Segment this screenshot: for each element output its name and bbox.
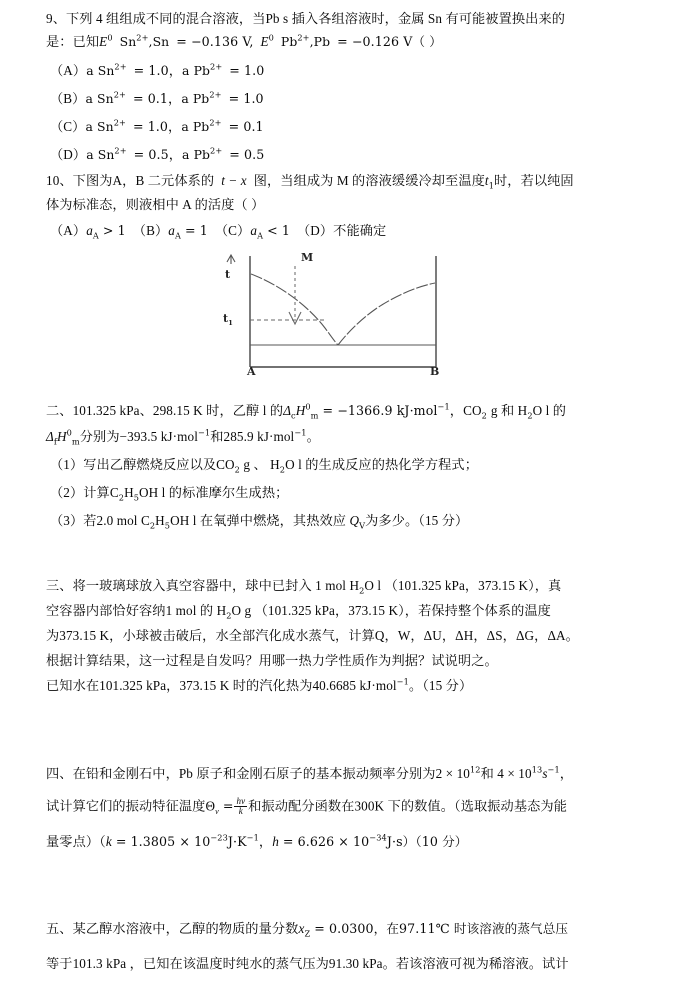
s4-boltzmann-unit-exp: −1 bbox=[246, 832, 259, 843]
s2-line-2 bbox=[0, 428, 680, 445]
q10-line-2 bbox=[0, 196, 680, 213]
s2-item-1 bbox=[0, 456, 680, 473]
s2-combustion-value: = −1366.9 kJ·mol bbox=[322, 403, 438, 418]
activity-symbol-c: a bbox=[250, 223, 258, 238]
option-species-2: a Pb bbox=[181, 91, 210, 106]
s4-exp-3: −1 bbox=[547, 764, 560, 775]
s2-unit-sup: −1 bbox=[437, 401, 450, 412]
activity-symbol-a: a bbox=[86, 223, 93, 238]
s2-item-3-pre: （3）若2.0 mol C bbox=[50, 513, 150, 528]
s2-line-1 bbox=[0, 402, 680, 419]
s2-item-3 bbox=[0, 512, 680, 529]
option-charge-2: 2+ bbox=[210, 145, 223, 156]
s5-mole-fraction-symbol: x bbox=[298, 921, 305, 936]
q10-tx-axis: t − x bbox=[221, 173, 247, 188]
phase-diagram-figure bbox=[205, 250, 455, 378]
s2-item-1-sub-1: 2 bbox=[234, 464, 240, 475]
s2-item-3-mid-2: OH l 在氧弹中燃烧，其热效应 bbox=[170, 513, 350, 528]
option-charge-2: 2+ bbox=[209, 117, 222, 128]
s3-line-4 bbox=[0, 652, 680, 669]
s3-line-3 bbox=[0, 627, 680, 644]
s2-unit-sup-3: −1 bbox=[294, 427, 307, 438]
phase-diagram-svg bbox=[205, 250, 455, 375]
s2-heat-symbol: Q bbox=[349, 513, 360, 528]
s2-co2-sub: 2 bbox=[481, 410, 487, 421]
option-species-2: a Pb bbox=[181, 119, 210, 134]
y-axis-label: t bbox=[225, 268, 231, 281]
s4-line-2-a: 试计算它们的振动特征温度Θ bbox=[46, 798, 216, 814]
s5-line-1-b: = 0.0300，在97.11℃ 时该溶液的蒸气总压 bbox=[314, 921, 569, 936]
s2-item-1-pre: （1）写出乙醇燃烧反应以及CO bbox=[50, 457, 235, 472]
s3-line-5-a: 已知水在101.325 kPa，373.15 K 时的汽化热为40.6685 kJ·mol bbox=[46, 678, 397, 693]
option-species-1: a Sn bbox=[86, 147, 115, 162]
s4-planck-exp: −34 bbox=[369, 832, 387, 843]
option-charge-2: 2+ bbox=[209, 89, 222, 100]
option-relation-c: < 1 bbox=[267, 223, 290, 238]
option-separator: ， bbox=[168, 147, 183, 162]
option-tag-b: （B） bbox=[132, 223, 169, 238]
s5-line-1-a: 五、某乙醇水溶液中，乙醇的物质的量分数 bbox=[46, 921, 299, 936]
x-axis-label-a: A bbox=[247, 365, 256, 378]
activity-symbol-b: a bbox=[168, 223, 175, 238]
s2-formation-msub: m bbox=[71, 436, 80, 447]
activity-sub-c: A bbox=[257, 230, 264, 241]
q9-E0-a-sup: 0 bbox=[107, 32, 113, 43]
q9-sn-potential: = −0.136 V, bbox=[176, 34, 254, 49]
s2-item-1-tail: O l 的生成反应的热化学方程式； bbox=[285, 457, 479, 472]
s2-line-2-end: 。 bbox=[306, 429, 320, 444]
option-relation-a: > 1 bbox=[102, 223, 126, 238]
s2-item-2-sub-2: 5 bbox=[133, 492, 139, 503]
q9-option-d bbox=[0, 146, 680, 163]
s2-line-1-a: 二、101.325 kPa、298.15 K 时，乙醇 l 的 bbox=[46, 403, 284, 418]
q10-options-line bbox=[0, 222, 680, 239]
q10-line-1-a: 10、下图为A，B 二元体系的 bbox=[46, 173, 215, 188]
s4-line-2-b: 和振动配分函数在300K 下的数值。（选取振动基态为能 bbox=[248, 798, 567, 814]
option-species-2: a Pb bbox=[182, 63, 211, 78]
s4-line-3-sep: ， bbox=[258, 834, 273, 849]
q9-line-1-text: 9、下列 4 组组成不同的混合溶液，当Pb s 插入各组溶液时，金属 Sn 有可能被置换出来的 bbox=[46, 11, 566, 26]
q10-t1: t bbox=[484, 173, 489, 188]
s2-formation-value-2: 和285.9 kJ·mol bbox=[210, 429, 295, 444]
option-value-1: = 0.1 bbox=[132, 91, 169, 106]
q10-line-2-text: 体为标准态，则液相中 A 的活度（ ） bbox=[46, 197, 265, 212]
q9-option-a bbox=[0, 62, 680, 79]
q9-sn-species: Sn bbox=[119, 34, 137, 49]
s2-formation-value-1: 分别为−393.5 kJ·mol bbox=[79, 429, 198, 444]
s2-item-2 bbox=[0, 484, 680, 501]
option-value-1: = 1.0 bbox=[132, 119, 169, 134]
q9-pb-charge: 2+ bbox=[297, 32, 310, 43]
s2-standard-sup: 0 bbox=[305, 401, 311, 412]
s2-formation-delta: Δ bbox=[46, 429, 54, 444]
option-species-1: a Sn bbox=[85, 91, 114, 106]
s2-item-2-tail: OH l 的标准摩尔生成热； bbox=[139, 485, 289, 500]
option-tag: （D） bbox=[50, 147, 87, 162]
q9-sn-charge: 2+ bbox=[136, 32, 149, 43]
option-tag: （A） bbox=[50, 63, 87, 78]
option-charge-1: 2+ bbox=[113, 117, 126, 128]
q9-E0-b-sup: 0 bbox=[268, 32, 274, 43]
option-tag-d: （D）不能确定 bbox=[296, 223, 387, 238]
s3-line-3-text: 为373.15 K，小球被击破后，水全部汽化成水蒸气，计算Q，W，ΔU，ΔH，ΔS，ΔG，ΔA。 bbox=[46, 628, 579, 643]
s4-exp-2: 13 bbox=[531, 764, 543, 775]
q10-line-1-c: 时，若以纯固 bbox=[494, 173, 574, 188]
s3-line-2 bbox=[0, 602, 680, 619]
s4-line-3-tail: J·s）（10 分） bbox=[386, 834, 468, 849]
q9-pb-potential: = −0.126 V（ ） bbox=[337, 34, 442, 49]
q9-option-c bbox=[0, 118, 680, 135]
s3-line-1 bbox=[0, 577, 680, 594]
s3-line-2-a: 空容器内部恰好容纳1 mol 的 H bbox=[46, 603, 227, 618]
s2-item-1-mid: g 、 H bbox=[239, 457, 280, 472]
q10-line-1-b: 图，当组成为 M 的溶液缓缓冷却至温度 bbox=[253, 173, 485, 188]
q9-line-2 bbox=[0, 33, 680, 50]
s4-exp-1: 12 bbox=[469, 764, 481, 775]
activity-sub-a: A bbox=[92, 230, 99, 241]
q9-option-b bbox=[0, 90, 680, 107]
s2-item-3-sub-1: 2 bbox=[149, 520, 156, 531]
q9-sn-tail: ,Sn bbox=[148, 34, 170, 49]
s2-item-3-sub-2: 5 bbox=[164, 520, 171, 531]
s4-boltzmann-value: = 1.3805 × 10 bbox=[115, 834, 211, 849]
q9-pb-species: Pb bbox=[280, 34, 298, 49]
s4-unit-s: s bbox=[542, 766, 548, 781]
s4-boltzmann-exp: −23 bbox=[210, 832, 228, 843]
option-charge-1: 2+ bbox=[114, 145, 127, 156]
option-separator: ， bbox=[168, 63, 183, 78]
s5-line-2 bbox=[0, 955, 680, 972]
y-tick-label-t1: $t_1$ bbox=[223, 312, 233, 328]
option-relation-b: = 1 bbox=[185, 223, 208, 238]
s3-unit-sup: −1 bbox=[396, 676, 409, 687]
s5-line-1 bbox=[0, 920, 680, 937]
s2-item-1-sub-2: 2 bbox=[279, 464, 286, 475]
s2-item-3-mid: H bbox=[155, 513, 165, 528]
s2-line-1-c: ，CO bbox=[449, 403, 482, 418]
s4-line-3 bbox=[0, 833, 680, 850]
s2-item-2-mid: H bbox=[124, 485, 134, 500]
option-species-2: a Pb bbox=[182, 147, 211, 162]
option-tag: （B） bbox=[50, 91, 86, 106]
s2-line-1-e: O l 的 bbox=[532, 403, 567, 418]
fraction-numerator: hν bbox=[236, 796, 246, 806]
s3-h2o-sub-2: 2 bbox=[226, 610, 232, 621]
q9-E0-b: E bbox=[260, 34, 269, 49]
option-separator: ， bbox=[168, 91, 182, 106]
s3-line-1-a: 三、将一玻璃球放入真空容器中，球中已封入 1 mol H bbox=[46, 578, 360, 593]
s2-delta: Δ bbox=[283, 403, 292, 418]
option-species-1: a Sn bbox=[85, 119, 114, 134]
s5-mole-fraction-sub: Z bbox=[304, 928, 311, 939]
s5-line-2-text: 等于101.3 kPa ，已知在该温度时纯水的蒸气压为91.30 kPa。若该溶液可视为稀溶液。试计 bbox=[46, 956, 569, 971]
s2-item-2-sub-1: 2 bbox=[118, 492, 125, 503]
s3-h2o-sub-1: 2 bbox=[359, 585, 365, 596]
q9-E0-a: E bbox=[99, 34, 108, 49]
s2-unit-sup-2: −1 bbox=[197, 427, 211, 438]
s2-enthalpy-symbol: H bbox=[295, 403, 306, 418]
activity-sub-b: A bbox=[174, 230, 181, 241]
option-value-2: = 0.5 bbox=[229, 147, 265, 162]
s2-h2o-sub: 2 bbox=[527, 410, 533, 421]
s4-line-3-a: 量零点）（ bbox=[46, 834, 106, 849]
option-value-2: = 1.0 bbox=[229, 63, 265, 78]
option-species-1: a Sn bbox=[86, 63, 115, 78]
s2-line-1-d: g 和 H bbox=[490, 403, 528, 418]
s2-formation-sub: f bbox=[53, 436, 57, 447]
q9-pb-tail: ,Pb bbox=[309, 34, 331, 49]
s2-formation-sup: 0 bbox=[66, 427, 72, 438]
option-value-2: = 0.1 bbox=[228, 119, 264, 134]
s3-line-5-b: 。（15 分） bbox=[408, 678, 473, 693]
s4-planck-symbol: h bbox=[272, 834, 279, 849]
s4-line-1-d: ， bbox=[559, 766, 574, 781]
option-separator: ， bbox=[168, 119, 182, 134]
option-tag-a: （A） bbox=[50, 223, 87, 238]
s3-line-2-b: O g （101.325 kPa，373.15 K），若保持整个体系的温度 bbox=[231, 603, 551, 618]
s3-line-1-b: O l （101.325 kPa，373.15 K），真 bbox=[364, 578, 562, 593]
s2-formation-H: H bbox=[56, 429, 67, 444]
s2-delta-sub: c bbox=[291, 410, 296, 421]
liquidus-right bbox=[338, 283, 435, 345]
option-tag: （C） bbox=[50, 119, 86, 134]
s3-line-4-text: 根据计算结果，这一过程是自发吗？用哪一热力学性质作为判据？试说明之。 bbox=[46, 653, 498, 668]
option-value-1: = 1.0 bbox=[133, 63, 169, 78]
s4-boltzmann-symbol: k bbox=[105, 834, 112, 849]
q9-known-label: 是：已知 bbox=[46, 34, 100, 49]
s4-equals: = bbox=[222, 798, 234, 814]
option-tag-c: （C） bbox=[214, 223, 251, 238]
s3-line-5 bbox=[0, 677, 680, 694]
option-charge-1: 2+ bbox=[113, 89, 126, 100]
s4-line-2 bbox=[0, 797, 680, 817]
s4-theta-sub: v bbox=[215, 807, 219, 817]
s2-heat-sub: V bbox=[359, 520, 366, 531]
s4-planck-value: = 6.626 × 10 bbox=[282, 834, 370, 849]
s4-line-1-b: 和 4 × 10 bbox=[480, 766, 532, 781]
q10-line-1 bbox=[0, 172, 680, 189]
option-charge-1: 2+ bbox=[114, 61, 127, 72]
x-axis-label-b: B bbox=[430, 365, 440, 378]
s4-boltzmann-unit: J·K bbox=[227, 834, 247, 849]
s2-molar-sub: m bbox=[310, 410, 319, 421]
s4-line-1-a: 四、在铅和金刚石中，Pb 原子和金刚石原子的基本振动频率分别为2 × 10 bbox=[46, 766, 470, 781]
option-charge-2: 2+ bbox=[210, 61, 223, 72]
q10-t1-sub: 1 bbox=[488, 180, 494, 191]
s4-line-1 bbox=[0, 765, 680, 782]
s4-hv-over-k-fraction bbox=[234, 797, 247, 817]
option-value-1: = 0.5 bbox=[133, 147, 169, 162]
fraction-denominator: k bbox=[234, 806, 247, 816]
s2-item-2-pre: （2）计算C bbox=[50, 485, 119, 500]
q9-line-1 bbox=[0, 10, 680, 27]
composition-label-m: M bbox=[301, 251, 314, 264]
option-value-2: = 1.0 bbox=[228, 91, 264, 106]
s2-item-3-tail: 为多少。（15 分） bbox=[365, 513, 469, 528]
